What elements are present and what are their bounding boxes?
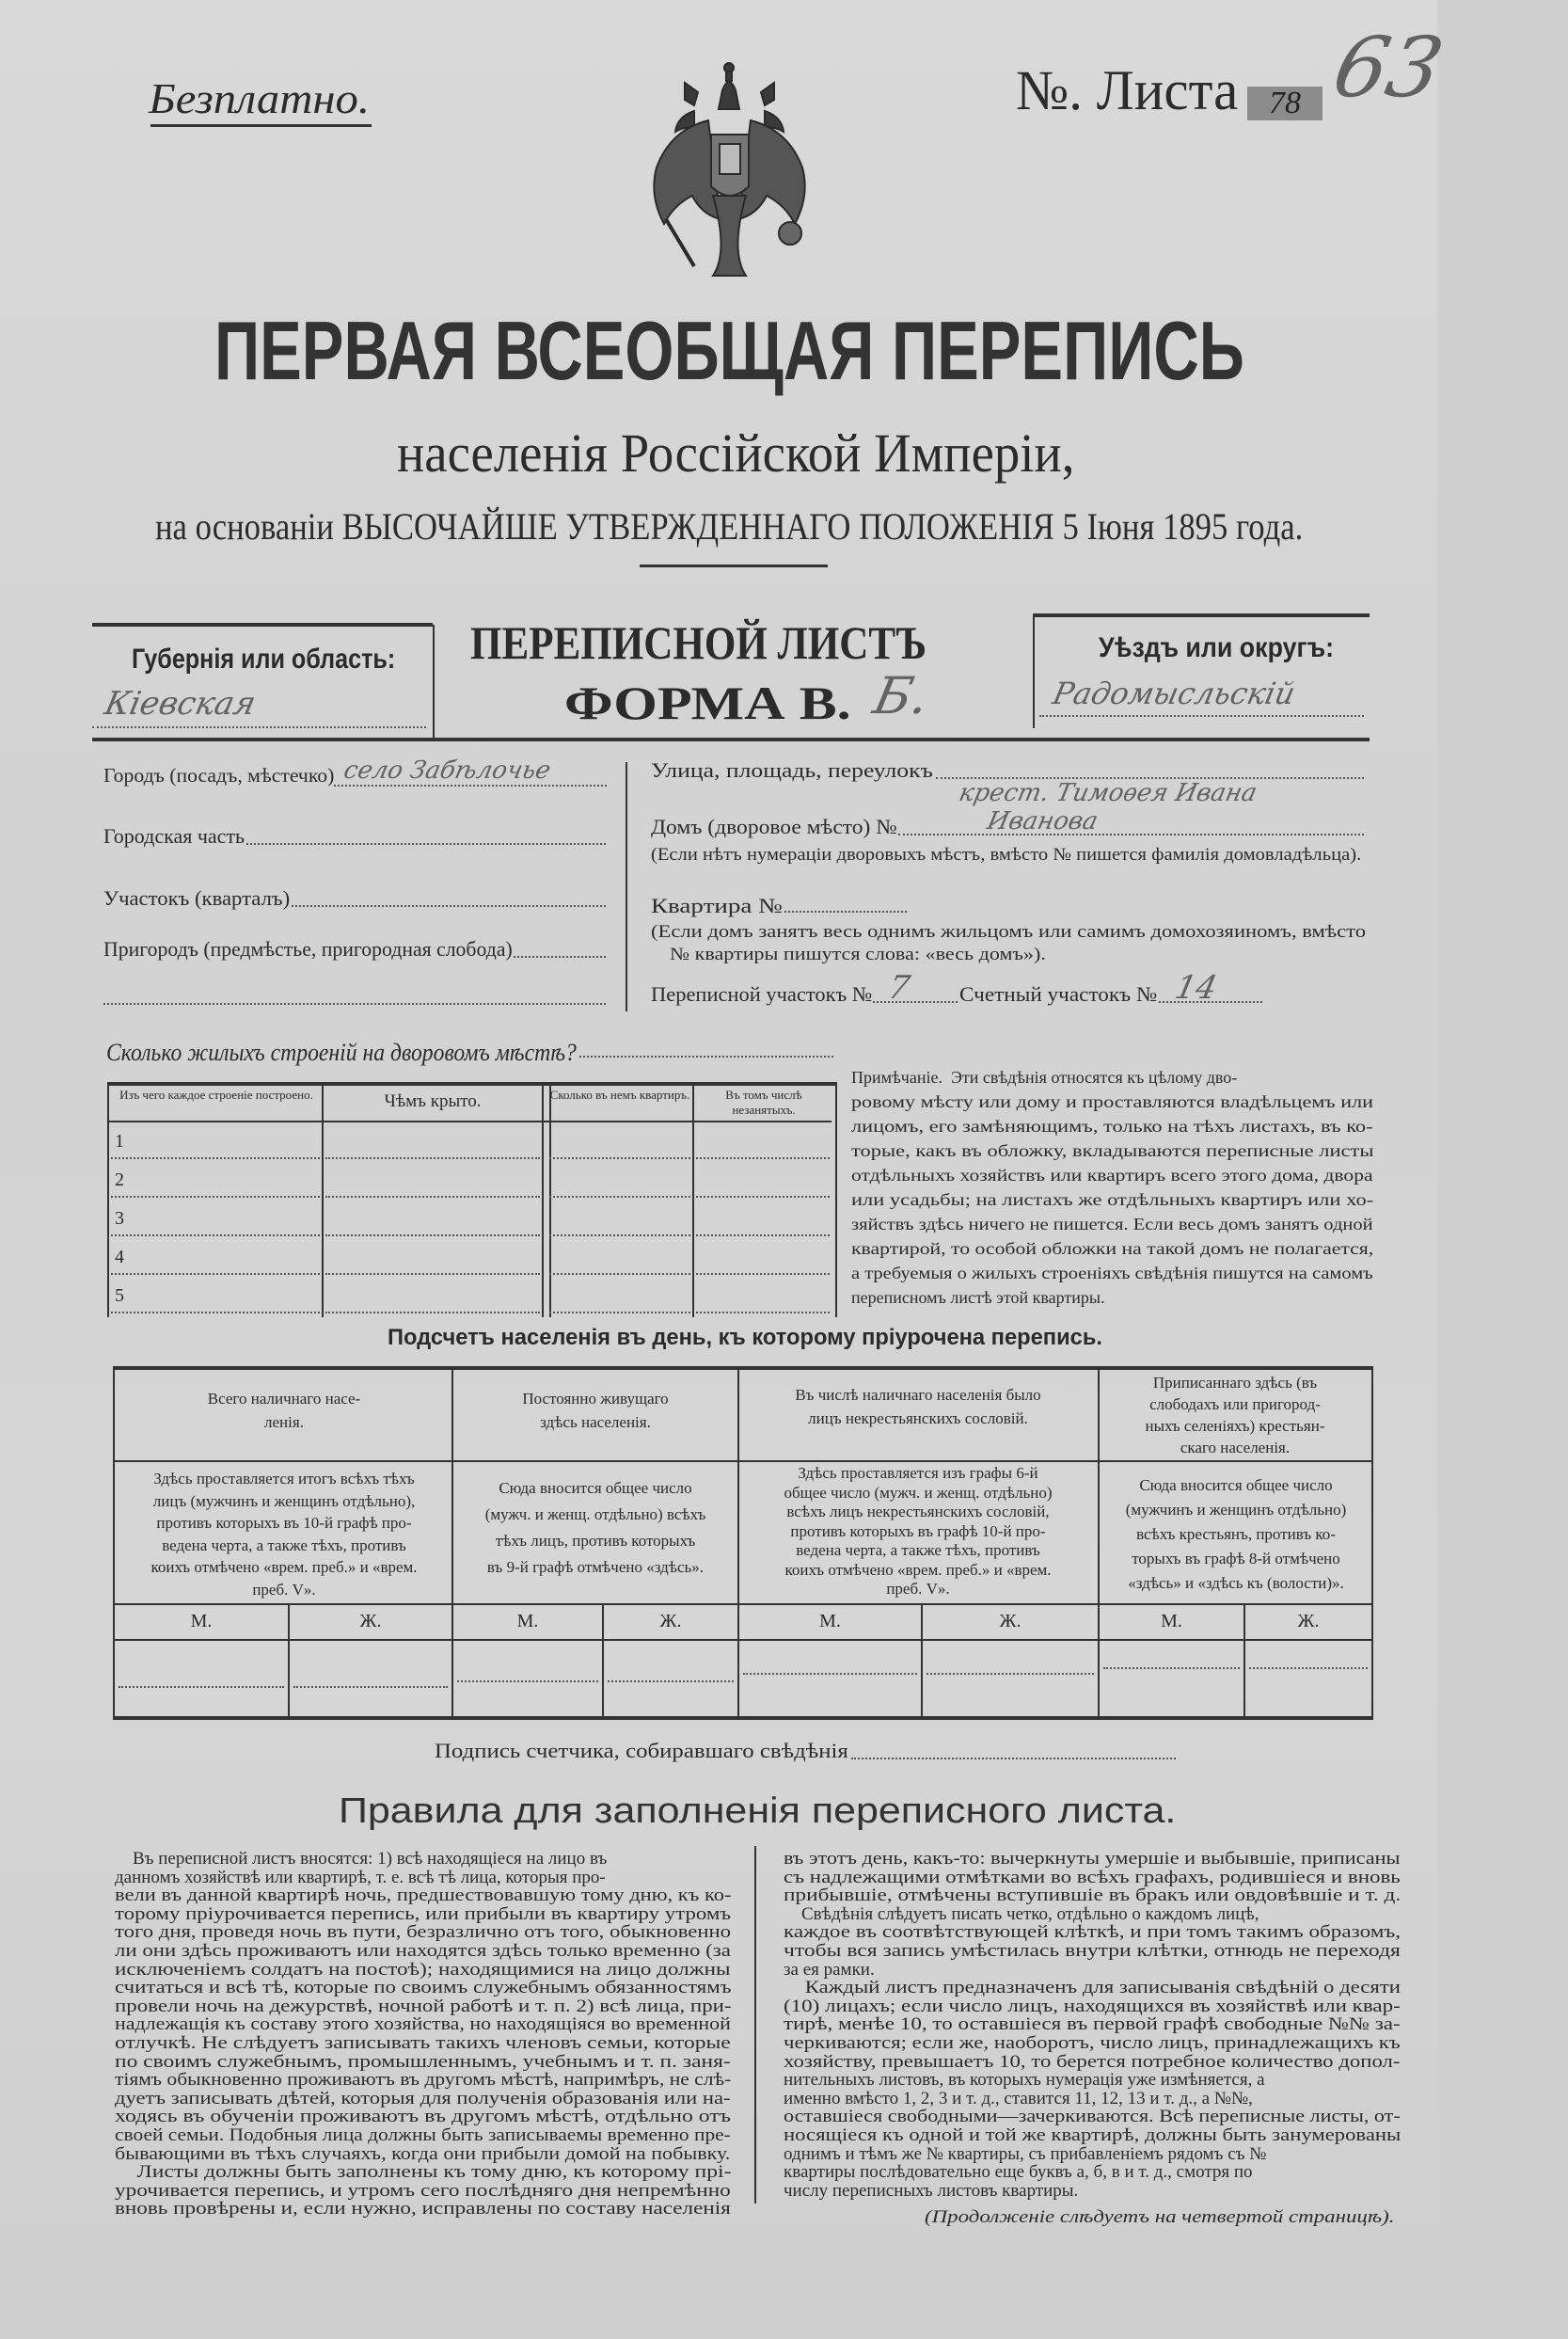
text-line [122,1512,446,1535]
street-value: крест. Тимоѳея Ивана [956,779,1259,807]
text-line [115,2200,731,2219]
town-field[interactable] [334,785,607,787]
suburb-field-extra[interactable] [103,1003,606,1005]
building-row-field[interactable] [111,1273,320,1275]
text-line [851,1065,1373,1090]
house-label: Домъ (дворовое мѣсто) № [651,815,897,838]
text-line [461,1387,730,1410]
text-line-content: а требуемыя о жилыхъ строеніяхъ свѣдѣнія пишутся на самомъ [851,1264,1373,1282]
column-header-apartments: Сколько въ немъ квартиръ. [549,1088,690,1102]
text-line-content: отлучкѣ. Не слѣдуетъ записывать такихъ членовъ семьи, которые [115,2032,731,2053]
sheet-title: ПЕРЕПИСНОЙ ЛИСТЪ [470,616,927,669]
text-line-content: того дня, проведя ночь въ пути, безразлично отъ того, обыкновенно [115,1922,732,1943]
text-line [784,2090,1401,2108]
text-line-content: тирѣ, менѣе 10, то оставшіеся въ первой графѣ свободные №№ за- [784,2014,1401,2035]
text-line [115,2126,731,2145]
text-line [1104,1473,1368,1498]
text-line [115,2053,731,2072]
peasant-female-field[interactable] [1249,1667,1368,1669]
free-of-charge-label: Безплатно. [149,74,371,122]
text-line-content: Сюда вносится общее число [499,1479,692,1497]
text-line [743,1580,1093,1599]
text-line-content: своей семьи. Подобныя лица должны быть записываемы временно пре- [115,2124,731,2145]
building-row-field[interactable] [325,1273,540,1275]
text-line [122,1556,446,1579]
text-line [743,1503,1093,1522]
text-line-content: коихъ отмѣчено «врем. преб.» и «врем. [150,1558,418,1576]
text-line [1104,1415,1366,1437]
text-line [122,1490,446,1513]
text-line [745,1383,1091,1407]
building-row-field[interactable] [111,1157,320,1159]
text-line [459,1528,732,1554]
permanent-male-field[interactable] [457,1680,598,1682]
town-value: село Забѣлочье [341,756,554,785]
text-line [784,1850,1401,1869]
building-row-field[interactable] [549,1234,690,1236]
form-type-value: Б. [868,666,935,725]
female-header: Ж. [1297,1611,1320,1631]
text-line-content: ныхъ селеніяхъ) крестьян- [1145,1417,1325,1435]
text-line [851,1285,1373,1310]
text-line-content: квартирой, то особой обложки на такой домъ не полагается, [851,1239,1374,1258]
text-line [1104,1498,1368,1522]
text-line-content: данномъ хозяйствѣ или квартирѣ, т. е. всѣ тѣ лица, которыя про- [115,1867,606,1887]
text-line [115,1979,731,1997]
female-header: Ж. [359,1611,382,1631]
page-title: ПЕРВАЯ ВСЕОБЩАЯ ПЕРЕПИСЬ [214,304,1244,397]
text-line-content: Здѣсь проставляется итогъ всѣхъ тѣхъ [153,1470,415,1488]
text-line [851,1163,1373,1187]
text-line-content: квартиры послѣдовательно еще буквъ а, б, в и т. д., смотря по [784,2162,1253,2183]
column-header-total [124,1387,444,1434]
text-line-content: ровому мѣсту или дому и проставляются владѣльцемъ или [851,1092,1373,1111]
text-line-content: тіямъ обыкновенно проживаютъ въ другомъ мѣстѣ, напримѣръ, не слѣ- [115,2070,732,2091]
text-line-content: торые, какъ въ обложку, вкладываются переписные листы [851,1141,1374,1160]
text-line [115,2108,731,2126]
text-line-content: противъ которыхъ въ 10-й графѣ про- [156,1514,412,1532]
text-line-content: дуетъ записывать дѣтей, которыя для полученія образованія или на- [115,2088,731,2108]
imperial-eagle-emblem [628,55,831,285]
text-line-content: Примѣчаніе. Эти свѣдѣнія относятся къ цѣлому дво- [851,1068,1238,1087]
count-district-label: Счетный участокъ № [959,982,1158,1006]
column-header-permanent [461,1387,730,1434]
text-line [784,2145,1401,2164]
rules-title: Правила для заполненія переписного листа. [339,1791,1177,1831]
page-subtitle: населенія Россійской Имперіи, [397,422,1075,484]
province-field-line [92,726,426,728]
text-line-content: или усадьбы; на листахъ же отдѣльныхъ квартиръ или хо- [851,1190,1374,1209]
male-header: М. [1161,1611,1182,1631]
text-line [784,1869,1401,1887]
precinct-label: Участокъ (кварталъ) [103,886,291,910]
apartment-note: (Если домъ занятъ весь однимъ жильцомъ или самимъ домохозяиномъ, вмѣсто [651,922,1367,942]
text-line-content: преб. V». [886,1580,950,1598]
divider [150,124,372,127]
text-line [459,1475,732,1502]
text-line-content: Въ переписной листъ вносятся: 1) всѣ находящіеся на лицо въ [115,1849,608,1869]
text-line-content: за ея рамки. [784,1959,875,1980]
text-line-content: лицъ некрестьянскихъ сословій. [808,1409,1028,1427]
text-line-content: ходясь въ обученіи проживаютъ въ другомъ мѣстѣ, отдѣльно отъ [115,2107,731,2127]
enumerator-signature-label: Подпись счетчика, собиравшаго свѣдѣнія [435,1739,848,1762]
peasant-male-field[interactable] [1103,1667,1240,1669]
text-line-content: именно вмѣсто 1, 2, 3 и т. д., ставится 11, 12, 13 и т. д., а №№, [784,2088,1253,2108]
text-line [784,2126,1401,2145]
text-line-content: носящіеся къ одной и той же квартирѣ, должны быть занумерованы [784,2124,1402,2145]
text-line-content: съ надлежащими отмѣтками во всѣхъ графахъ, родившіеся и вновь [784,1867,1401,1887]
census-district-label: Переписной участокъ № [651,982,873,1006]
male-header: М. [819,1611,841,1631]
building-row-field[interactable] [325,1157,540,1159]
divider [1033,615,1035,728]
text-line-content: чтобы вся запись умѣстилась внутри клѣтки, отнюдь не переходя [784,1940,1401,1961]
text-line [784,1997,1401,2016]
text-line [743,1561,1093,1581]
non-peasant-female-field[interactable] [927,1673,1094,1675]
text-line [115,1905,731,1924]
town-part-label: Городская часть [103,824,245,848]
buildings-count-field[interactable] [579,1056,833,1058]
enumerator-signature-field[interactable] [851,1758,1176,1759]
divider [626,762,627,1011]
population-count-table [113,1366,1373,1720]
building-row-field[interactable] [549,1196,690,1198]
text-line [784,1923,1401,1942]
building-row-number: 3 [115,1208,124,1229]
divider [433,625,435,738]
text-line-content: торому пріурочивается перепись, или прибыли въ квартиру утромъ [115,1903,732,1924]
text-line [745,1407,1091,1430]
text-line-content: ли они здѣсь проживаютъ или находятся здѣсь только временно (за [115,1940,731,1961]
text-line [115,2145,731,2164]
text-line-content: торыхъ въ графѣ 8-й отмѣчено [1132,1550,1340,1567]
text-line [784,2053,1401,2072]
text-line-content: ведена черта, а также тѣхъ, противъ [162,1535,406,1554]
text-line-content: общее число (мужч. и женщ. отдѣльно) [784,1483,1053,1502]
text-line [1104,1393,1366,1415]
text-line-content: хозяйству, превышаетъ 10, то берется потребное количество допол- [784,2051,1401,2072]
text-line [115,2163,731,2182]
text-line [124,1410,444,1434]
text-line [851,1236,1373,1261]
house-note: (Если нѣтъ нумераціи дворовыхъ мѣстъ, вмѣсто № пишется фамилія домовладѣльца). [651,845,1362,865]
text-line [851,1187,1373,1212]
text-line [115,1923,731,1942]
text-line [784,1961,1401,1980]
building-row-field[interactable] [325,1312,540,1313]
text-line-content: оставшіеся свободными—зачеркиваются. Всѣ переписные листы, от- [784,2107,1401,2127]
text-line [784,2163,1401,2182]
town-label: Городъ (посадъ, мѣстечко) [103,764,335,787]
text-line-content: однимъ и тѣмъ же № квартиры, съ прибавленіемъ рядомъ съ № [784,2143,1267,2164]
street-label: Улица, площадь, переулокъ [651,758,933,782]
text-line-content: (мужч. и женщ. отдѣльно) всѣхъ [484,1505,706,1523]
sheet-number-label: №. Листа [1016,59,1239,121]
precinct-field[interactable] [292,905,606,907]
text-line-content: лицомъ, его замѣняющимъ, только на тѣхъ листахъ, въ ко- [851,1117,1373,1136]
text-line [115,1961,731,1980]
text-line [115,1997,731,2016]
house-value: Иванова [984,807,1101,835]
apartment-note: № квартиры пишутся слова: «весь домъ»). [670,945,1046,964]
total-female-field[interactable] [293,1686,448,1688]
buildings-question: Сколько жилыхъ строеній на дворовомъ мѣстѣ? [106,1039,577,1066]
building-row-field[interactable] [111,1312,320,1313]
building-row-field[interactable] [696,1312,830,1313]
text-line-content: преб. V». [252,1580,316,1599]
text-line [115,1942,731,1961]
building-row-field[interactable] [696,1234,830,1236]
text-line-content: слободахъ или пригород- [1149,1395,1321,1413]
apartment-field[interactable] [784,911,907,913]
divider [640,565,828,567]
text-line-content: тѣхъ лицъ, противъ которыхъ [495,1532,696,1550]
text-line [1104,1437,1366,1458]
suburb-label: Пригородъ (предмѣстье, пригородная слобода) [103,937,513,961]
rules-column-right [784,1850,1401,2200]
text-line-content: лицъ (мужчинъ и женщинъ отдѣльно), [152,1491,416,1510]
text-line [784,1979,1401,1997]
text-line-content: Каждый листъ предназначенъ для записыванія свѣдѣній о десяти [784,1978,1401,1998]
text-line-content: провели ночь на дежурствѣ, ночной работѣ и т. п. 2) всѣ лица, при- [115,1996,732,2016]
text-line [743,1464,1093,1484]
text-line [784,2071,1401,2090]
building-row-number: 5 [115,1285,124,1306]
column-header-peasant [1104,1372,1366,1458]
text-line-content: въ этотъ день, какъ-то: вычеркнуты умершіе и выбывшіе, приписаны [784,1849,1401,1869]
column-desc-total [122,1468,446,1600]
text-line [743,1484,1093,1504]
text-line [122,1535,446,1557]
text-line [1104,1372,1366,1393]
census-district-value: 7 [884,969,913,1007]
text-line [461,1410,730,1434]
building-row-field[interactable] [111,1196,320,1198]
text-line [1104,1547,1368,1571]
text-line [851,1261,1373,1285]
text-line-content: всѣхъ лицъ некрестьянскихъ сословій, [786,1503,1050,1520]
text-line-content: «здѣсь» и «здѣсь къ (волости)». [1128,1574,1344,1592]
town-part-field[interactable] [246,843,606,845]
house-field[interactable] [898,834,1364,835]
count-district-value: 14 [1171,969,1221,1007]
text-line [784,1905,1401,1924]
text-line [784,2015,1401,2034]
text-line [115,2090,731,2108]
text-line [851,1212,1373,1236]
form-type-label: ФОРМА В. [564,676,851,729]
text-line-content: числу переписныхъ листовъ квартиры. [784,2180,1079,2201]
text-line-content: въ 9-й графѣ отмѣчено «здѣсь». [486,1558,705,1576]
text-line-content: зяйствъ здѣсь ничего не пишется. Если весь домъ занятъ одной [851,1215,1373,1233]
building-row-number: 1 [115,1131,124,1152]
text-line-content: всѣхъ крестьянъ, противъ ко- [1136,1525,1336,1543]
building-row-field[interactable] [111,1234,320,1236]
text-line [784,2034,1401,2053]
text-line [115,2182,731,2201]
text-line-content: скаго населенія. [1180,1439,1291,1456]
column-header-roof: Чѣмъ крыто. [384,1091,482,1111]
column-desc-permanent [459,1475,732,1581]
text-line-content: Свѣдѣнія слѣдуетъ писать четко, отдѣльно о каждомъ лицѣ, [784,1903,1259,1924]
province-label: Губернія или область: [132,644,396,675]
text-line [784,1942,1401,1961]
text-line [784,2108,1401,2126]
text-line-content: (10) лицахъ; если число лицъ, находящихся въ хозяйствѣ или квар- [784,1996,1401,2016]
female-header: Ж. [659,1611,682,1631]
text-line-content: прибывшіе, отмѣчены вступившіе въ бракъ или овдовѣвшіе и т. д. [784,1886,1402,1906]
column-header-material: Изъ чего каждое строеніе построено. [119,1088,313,1102]
text-line-content: коихъ отмѣчено «врем. преб.» и «врем. [784,1560,1052,1579]
sheet-number-value: 78 [1247,87,1323,120]
text-line-content: Постоянно живущаго [522,1390,669,1408]
province-value: Кіевская [101,685,260,723]
divider [92,623,433,627]
continued-note: (Продолженіе слѣдуетъ на четвертой страницѣ). [925,2207,1395,2227]
text-line [743,1522,1093,1542]
text-line-content: каждое въ соотвѣтствующей клѣткѣ, и при томъ такимъ образомъ, [784,1922,1402,1943]
column-desc-peasant [1104,1473,1368,1596]
text-line [115,2034,731,2053]
building-row-field[interactable] [325,1196,540,1198]
text-line-content: Приписаннаго здѣсь (въ [1152,1374,1318,1392]
text-line-content: вновь провѣрены и, если нужно, исправлены по составу населенія [115,2199,731,2220]
text-line [851,1090,1373,1114]
text-line-content: Всего наличнаго насе- [207,1390,361,1408]
column-header-non-peasant [745,1383,1091,1430]
text-line [115,1886,731,1905]
suburb-field[interactable] [514,956,606,958]
rules-column-left [115,1850,731,2219]
text-line [115,2071,731,2090]
text-line-content: исключеніемъ солдатъ на постоѣ); находящимися на лицо должны [115,1959,731,1980]
buildings-table [107,1082,837,1317]
text-line [784,1886,1401,1905]
male-header: М. [516,1611,539,1631]
building-row-field[interactable] [549,1273,690,1275]
text-line-content: Въ числѣ наличнаго населенія было [795,1386,1041,1404]
column-header-vacant: Въ томъ числѣ незанятыхъ. [725,1088,802,1117]
text-line-content: Здѣсь проставляется изъ графы 6-й [798,1464,1038,1482]
total-male-field[interactable] [119,1686,284,1688]
text-line-content: вели въ данной квартирѣ ночь, предшествовавшую тому дню, къ ко- [115,1886,732,1906]
district-label: Уѣздъ или округъ: [1099,632,1335,663]
text-line-content: Листы должны быть заполнены къ тому дню, къ которому прі- [115,2162,732,2183]
text-line-content: бывающими въ тѣхъ случаяхъ, когда они прибыли домой на побывку. [115,2143,731,2164]
text-line-content: ведена черта, а также тѣхъ, противъ [796,1541,1040,1559]
permanent-female-field[interactable] [608,1680,734,1682]
buildings-note [851,1065,1373,1310]
text-line [124,1387,444,1410]
apartment-label: Квартира № [651,894,783,917]
text-line [784,2182,1401,2201]
text-line [851,1114,1373,1138]
female-header: Ж. [999,1611,1022,1631]
text-line-content: переписномъ листѣ этой квартиры. [851,1288,1105,1307]
text-line [1104,1522,1368,1547]
building-row-number: 4 [115,1247,124,1267]
text-line-content: черкиваются; если же, наоборотъ, число лицъ, принадлежащихъ къ [784,2032,1401,2053]
non-peasant-male-field[interactable] [743,1673,917,1675]
text-line-content: Сюда вносится общее число [1139,1476,1333,1494]
text-line [115,1869,731,1887]
text-line-content: урочивается перепись, и утромъ сего послѣдняго дня непремѣнно [115,2180,731,2201]
building-row-field[interactable] [696,1196,830,1198]
text-line-content: (мужчинъ и женщинъ отдѣльно) [1125,1501,1347,1519]
text-line-content: отдѣльныхъ хозяйствъ или квартиръ всего этого дома, двора [851,1166,1373,1185]
count-section-title: Подсчетъ населенія въ день, къ которому пріурочена перепись. [388,1325,1102,1350]
text-line-content: противъ которыхъ въ графѣ 10-й про- [790,1521,1046,1540]
text-line-content: нительныхъ листовъ, въ которыхъ нумерація уже измѣняется, а [784,2070,1265,2091]
divider [1033,613,1370,617]
text-line-content: надлежащія къ составу этого хозяйства, но находящіяся во временной [115,2014,731,2035]
building-row-field[interactable] [549,1157,690,1159]
building-row-number: 2 [115,1170,124,1190]
archive-page-number: 63 [1325,19,1451,116]
divider [754,1846,756,2204]
column-desc-non-peasant [743,1464,1093,1599]
text-line [115,1850,731,1869]
text-line [115,2015,731,2034]
text-line [122,1579,446,1601]
text-line [459,1554,732,1581]
building-row-field[interactable] [325,1234,540,1236]
divider [92,738,1370,741]
district-field-line [1039,715,1364,717]
text-line-content: здѣсь населенія. [540,1413,651,1431]
legal-basis: на основаніи ВЫСОЧАЙШЕ УТВЕРЖДЕННАГО ПОЛОЖЕНІЯ 5 Іюня 1895 года. [155,505,1304,548]
text-line-content: считаться и всѣ тѣ, которые по своимъ служебнымъ обязанностямъ [115,1978,732,1998]
text-line-content: по своимъ служебнымъ, промышленнымъ, учебнымъ и т. п. заня- [115,2051,731,2072]
district-value: Радомысльскій [1049,676,1299,711]
text-line [851,1138,1373,1163]
text-line [122,1468,446,1490]
building-row-field[interactable] [696,1157,830,1159]
text-line-content: ленія. [264,1413,304,1431]
male-header: М. [190,1611,213,1631]
building-row-field[interactable] [696,1273,830,1275]
text-line [743,1541,1093,1561]
building-row-field[interactable] [549,1312,690,1313]
text-line [1104,1571,1368,1596]
text-line [459,1502,732,1528]
